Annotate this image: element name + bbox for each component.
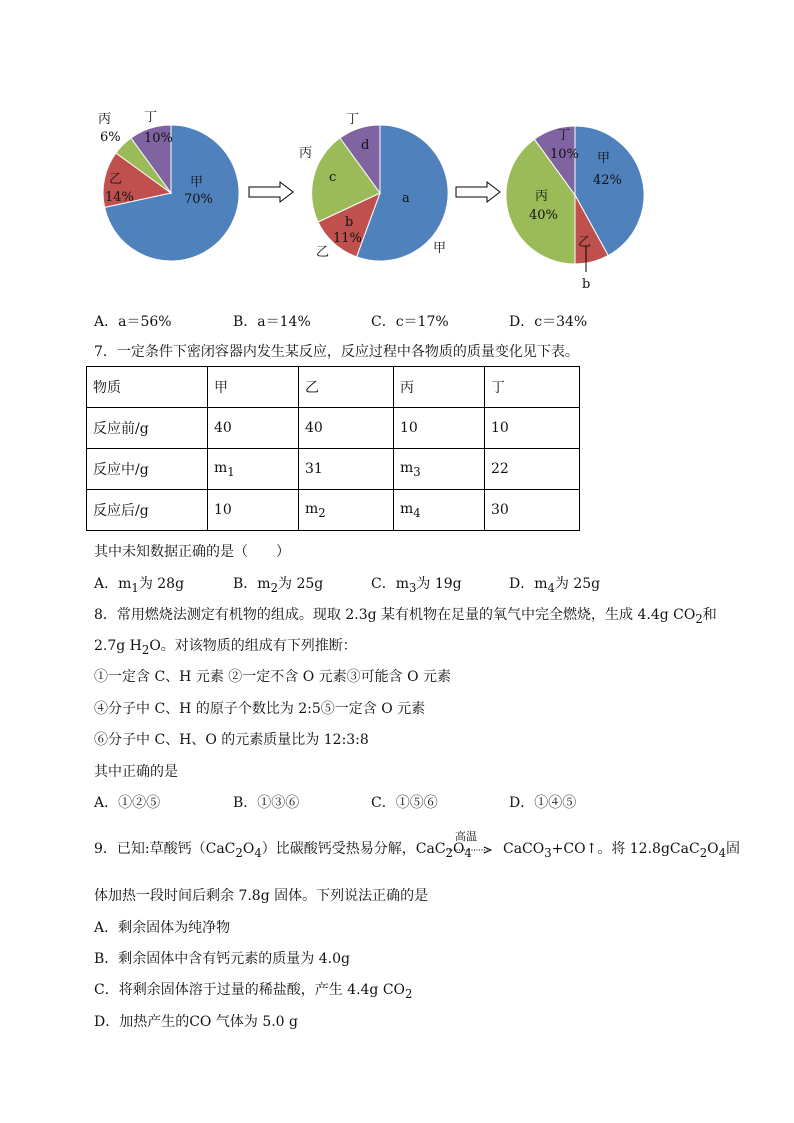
cell-var-sub: 3 bbox=[413, 464, 421, 479]
q7-option-a bbox=[94, 573, 184, 595]
option-text: 为 19g bbox=[416, 576, 462, 592]
pie3-pct-bing: 40% bbox=[529, 208, 558, 223]
reaction-condition: 高温 bbox=[455, 830, 477, 843]
pie2-label-a: a bbox=[402, 191, 410, 206]
cell-var-sub: 1 bbox=[227, 464, 235, 479]
pie3-pct-ding: 10% bbox=[550, 147, 579, 162]
q7-question: 其中未知数据正确的是（ ） bbox=[94, 544, 290, 560]
table-row bbox=[87, 449, 580, 490]
table-cell: 22 bbox=[485, 449, 580, 490]
q8-option-c: C．①⑤⑥ bbox=[371, 795, 438, 811]
table-cell bbox=[299, 490, 394, 531]
q8-line3: ①一定含 C、H 元素 ②一定不含 O 元素③可能含 O 元素 bbox=[94, 669, 452, 685]
option-text: 为 25g bbox=[554, 576, 601, 592]
option-sub: 4 bbox=[547, 580, 555, 595]
q8-line4: ④分子中 C、H 的原子个数比为 2:5⑤一定含 O 元素 bbox=[94, 701, 426, 717]
q9-text: C．将剩余固体溶于过量的稀盐酸，产生 4.4g CO bbox=[94, 982, 406, 998]
table-row bbox=[87, 408, 580, 449]
pie2-label-yi: 乙 bbox=[316, 245, 330, 260]
table-cell: 反应中/g bbox=[87, 449, 208, 490]
q8-line5: ⑥分子中 C、H、O 的元素质量比为 12:3:8 bbox=[94, 732, 369, 748]
option-sub: 2 bbox=[270, 580, 278, 595]
option-text: 为 28g bbox=[138, 576, 185, 592]
q9-sub: 2 bbox=[235, 845, 243, 860]
q9-sub: 2 bbox=[699, 845, 708, 860]
pie3-pct-jia: 42% bbox=[593, 173, 622, 188]
q7-option-d bbox=[509, 573, 600, 595]
q8-question: 其中正确的是 bbox=[94, 764, 178, 780]
q8-option-d: D．①④⑤ bbox=[509, 795, 577, 811]
q9-sub: 2 bbox=[445, 845, 453, 860]
option-sub: 3 bbox=[409, 580, 417, 595]
q8-line1 bbox=[94, 604, 717, 626]
q7-option-c bbox=[371, 573, 462, 595]
cell-var: m bbox=[400, 459, 414, 476]
pie1-label-jia: 甲 bbox=[190, 175, 204, 190]
q9-sub: 4 bbox=[464, 845, 472, 860]
cell-var: m bbox=[400, 500, 414, 517]
q8-sub: 2 bbox=[695, 611, 703, 626]
pie-chart-1 bbox=[98, 110, 239, 261]
q9-option-a: A．剩余固体为纯净物 bbox=[94, 920, 231, 936]
cell-var: m bbox=[305, 500, 319, 517]
q9-text: 固 bbox=[726, 841, 741, 857]
pie1-pct-yi: 14% bbox=[105, 190, 134, 205]
q8-option-b: B．①③⑥ bbox=[233, 795, 300, 811]
q9-option-b: B．剩余固体中含有钙元素的质量为 4.0g bbox=[94, 951, 350, 967]
option-sub: 1 bbox=[131, 580, 139, 595]
q9-sub: 2 bbox=[405, 986, 413, 1001]
cell-var-sub: 4 bbox=[413, 505, 421, 520]
q9-line1-part1 bbox=[94, 838, 472, 860]
arrow-2 bbox=[456, 182, 500, 202]
pie2-label-b: b bbox=[345, 215, 354, 230]
pie-chart-3 bbox=[506, 126, 644, 292]
pie3-label-jia: 甲 bbox=[597, 151, 611, 166]
table-cell: 反应后/g bbox=[87, 490, 208, 531]
pie3-label-bing: 丙 bbox=[535, 189, 549, 204]
q9-sub: 3 bbox=[544, 845, 552, 860]
table-cell: 丙 bbox=[394, 367, 485, 408]
table-cell: 丁 bbox=[485, 367, 580, 408]
pie2-label-jia: 甲 bbox=[433, 241, 447, 256]
option-text: C．m bbox=[371, 576, 409, 592]
q9-line1-part2 bbox=[503, 838, 740, 860]
table-cell: 31 bbox=[299, 449, 394, 490]
q9-sub: 4 bbox=[718, 845, 727, 860]
table-cell bbox=[208, 449, 299, 490]
q9-text: CaCO bbox=[503, 841, 545, 857]
option-text: A．m bbox=[94, 576, 132, 592]
q9-option-d: D．加热产生的CO 气体为 5.0 g bbox=[94, 1014, 298, 1030]
cell-var: m bbox=[214, 459, 228, 476]
pie1-pct-jia: 70% bbox=[184, 192, 213, 207]
q9-text: O bbox=[707, 841, 719, 857]
pie1-label-bing: 丙 bbox=[98, 112, 112, 127]
table-cell: 甲 bbox=[208, 367, 299, 408]
arrow-1 bbox=[249, 182, 293, 202]
pie2-pct-b: 11% bbox=[333, 231, 362, 246]
q9-text: O bbox=[452, 841, 465, 857]
q9-text: ）比碳酸钙受热易分解，CaC bbox=[261, 841, 446, 857]
option-text: 为 25g bbox=[278, 576, 324, 592]
table-cell: 30 bbox=[485, 490, 580, 531]
table-cell bbox=[394, 449, 485, 490]
pie1-pct-bing: 6% bbox=[100, 130, 121, 145]
pie2-label-bing: 丙 bbox=[299, 146, 313, 161]
table-cell: 乙 bbox=[299, 367, 394, 408]
table-cell: 10 bbox=[485, 408, 580, 449]
reaction-arrow bbox=[444, 845, 494, 855]
table-cell: 反应前/g bbox=[87, 408, 208, 449]
q6-option-c: C．c＝17% bbox=[371, 314, 449, 330]
q9-line2: 体加热一段时间后剩余 7.8g 固体。下列说法正确的是 bbox=[94, 888, 429, 904]
q9-text: 9．已知:草酸钙（CaC bbox=[94, 841, 236, 857]
pie3-label-ding: 丁 bbox=[557, 128, 571, 143]
q7-stem: 7．一定条件下密闭容器内发生某反应，反应过程中各物质的质量变化见下表。 bbox=[94, 344, 579, 360]
q8-text: O。对该物质的组成有下列推断： bbox=[149, 638, 357, 654]
q9-option-c bbox=[94, 979, 412, 1001]
pie1-label-ding: 丁 bbox=[144, 110, 158, 125]
q6-option-d: D．c＝34% bbox=[509, 314, 588, 330]
table-cell bbox=[394, 490, 485, 531]
q8-text: 2.7g H bbox=[94, 638, 142, 654]
q7-option-b bbox=[233, 573, 323, 595]
pie-charts-figure bbox=[0, 0, 794, 300]
q9-sub: 4 bbox=[254, 845, 262, 860]
table-cell: 物质 bbox=[87, 367, 208, 408]
pie1-pct-ding: 10% bbox=[144, 131, 173, 146]
pie2-label-ding: 丁 bbox=[346, 112, 360, 127]
q9-text: +CO↑。将 12.8gCaC bbox=[551, 841, 700, 857]
q7-table bbox=[86, 366, 580, 531]
table-row bbox=[87, 490, 580, 531]
q9-text: O bbox=[242, 841, 255, 857]
q8-text: 8．常用燃烧法测定有机物的组成。现取 2.3g 某有机物在足量的氧气中完全燃烧，生成 4.4g CO bbox=[94, 607, 696, 623]
cell-var-sub: 2 bbox=[318, 505, 326, 520]
pie1-label-yi: 乙 bbox=[109, 172, 123, 187]
option-text: D．m bbox=[509, 576, 548, 592]
pie2-label-c: c bbox=[329, 170, 337, 185]
table-cell: 40 bbox=[208, 408, 299, 449]
table-cell: 40 bbox=[299, 408, 394, 449]
q6-option-b: B．a＝14% bbox=[233, 314, 311, 330]
pie-chart-2 bbox=[299, 112, 448, 261]
q6-option-a: A．a＝56% bbox=[94, 314, 172, 330]
option-text: B．m bbox=[233, 576, 271, 592]
pie2-label-d: d bbox=[361, 138, 370, 153]
table-cell: 10 bbox=[394, 408, 485, 449]
q8-text: 和 bbox=[702, 607, 717, 623]
table-cell: 10 bbox=[208, 490, 299, 531]
pie3-label-yi: 乙 bbox=[578, 235, 592, 250]
q8-option-a: A．①②⑤ bbox=[94, 795, 161, 811]
pie3-label-b: b bbox=[582, 277, 591, 292]
table-row bbox=[87, 367, 580, 408]
q8-sub: 2 bbox=[141, 642, 150, 657]
q8-line2 bbox=[94, 635, 357, 657]
